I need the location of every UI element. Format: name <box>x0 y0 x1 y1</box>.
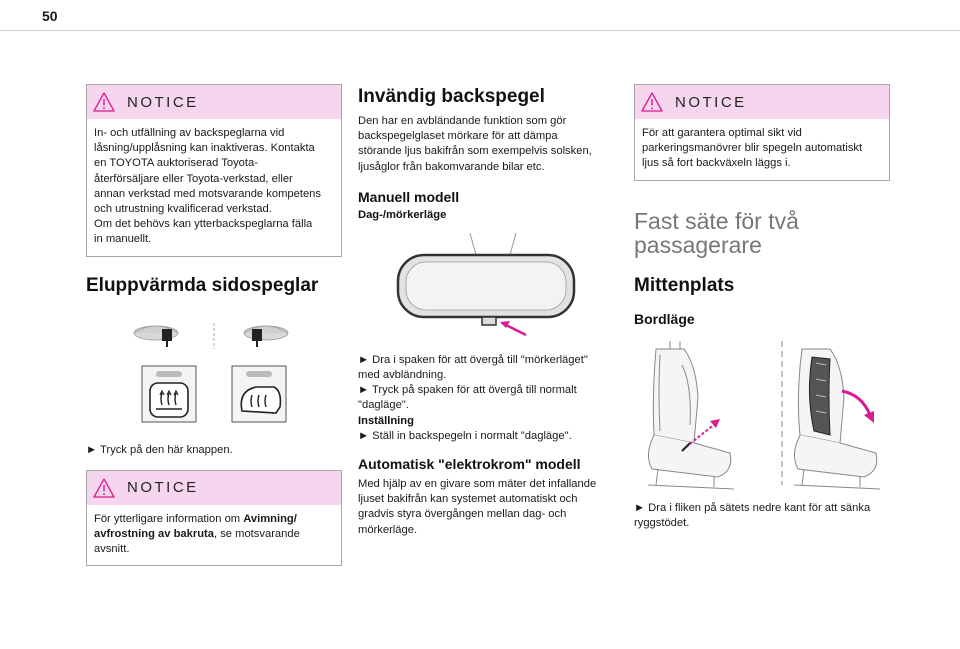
rear-defrost-button-icon <box>142 366 196 422</box>
notice-line: och utrustning kvalificerad verkstad. <box>94 203 272 216</box>
notice-line: parkeringsmanövrer blir spegeln automatiskt <box>642 142 863 155</box>
top-divider <box>0 30 960 31</box>
warning-icon <box>641 92 663 112</box>
text-line: Den har en avbländande funktion som gör <box>358 115 567 127</box>
notice-title: NOTICE <box>127 93 199 111</box>
title-line: Fast säte för två <box>634 207 799 234</box>
interior-mirror-intro <box>358 114 614 175</box>
table-mode-instruction <box>634 501 890 531</box>
notice-line <box>94 512 334 527</box>
heading-manual-model: Manuell modell <box>358 188 460 205</box>
text-line: backspegelglaset mörkare för att dämpa <box>358 130 558 143</box>
side-mirror-right-icon <box>244 326 288 347</box>
notice-box-reverse <box>634 84 890 181</box>
notice-text: , se motsvarande <box>214 528 300 541</box>
text-line: med avbländning. <box>358 369 447 382</box>
manual-mirror-steps <box>358 353 614 444</box>
warning-icon <box>93 92 115 112</box>
mirror-defrost-button-icon <box>232 366 286 422</box>
side-mirror-left-icon <box>134 326 178 347</box>
text-line: gradvis styra övergången mellan dag- och <box>358 508 567 521</box>
label-day-night: Dag-/mörkerläge <box>358 208 447 221</box>
text-line: ljusåglor från bakomvarande bilar etc. <box>358 160 545 173</box>
rear-view-mirror-illustration <box>358 229 614 339</box>
rear-view-mirror-icon <box>398 255 574 325</box>
text-line: mörkerläge. <box>358 523 418 536</box>
notice-line: ljus så fort backväxeln läggs i. <box>642 157 791 170</box>
notice-line: För att garantera optimal sikt vid <box>642 127 802 139</box>
auto-model-text <box>358 477 614 538</box>
text-line: Med hjälp av en givare som mäter det infallande <box>358 478 597 491</box>
heading-heated-mirrors: Eluppvärmda sidospeglar <box>86 274 319 296</box>
notice-line: avsnitt. <box>94 543 130 556</box>
heading-interior-mirror: Invändig backspegel <box>358 86 545 107</box>
label-setting: Inställning <box>358 414 414 427</box>
notice-text: För ytterligare information om <box>94 512 244 525</box>
text-line: ljuset bakifrån kan systemet automatiskt och <box>358 493 578 506</box>
backrest-dark-icon <box>809 357 830 435</box>
notice-line: låsning/upplåsning kan inaktiveras. Kontakta <box>94 142 315 155</box>
text-line: ► Dra i fliken på sätets nedre kant för att sänka <box>634 501 871 514</box>
heading-middle-seat: Mittenplats <box>634 274 735 296</box>
notice-box-defrost <box>86 470 342 567</box>
seat-table-mode-illustration <box>634 335 890 493</box>
column-3 <box>634 84 890 531</box>
notice-header <box>87 85 341 119</box>
section-title-fixed-seat <box>634 209 890 257</box>
notice-reference: Avimning/ <box>243 512 297 525</box>
title-line: passagerare <box>634 231 762 258</box>
text-line: störande ljus bakifrån som exempelvis solsken, <box>358 145 592 158</box>
warning-icon <box>93 478 115 498</box>
column-1 <box>86 84 342 566</box>
notice-line: In- och utfällning av backspeglarna vid <box>94 127 285 139</box>
fold-arrow-icon <box>842 391 870 415</box>
notice-line <box>94 527 334 542</box>
notice-line: annan verkstad med motsvarande kompetens <box>94 187 321 200</box>
notice-title: NOTICE <box>675 93 747 111</box>
notice-header <box>87 471 341 505</box>
text-line: ► Dra i spaken för att övergå till "mörkerläget" <box>358 353 588 366</box>
notice-reference: avfrostning av bakruta <box>94 528 214 541</box>
notice-line: återförsäljare eller Toyota-verkstad, eller <box>94 172 293 185</box>
notice-line: en TOYOTA auktoriserad Toyota- <box>94 157 258 170</box>
column-2 <box>358 86 614 538</box>
heated-mirror-button-illustration <box>86 311 342 431</box>
notice-body <box>87 119 341 256</box>
heading-auto-model: Automatisk "elektrokrom" modell <box>358 456 581 473</box>
notice-box-mirror-folding <box>86 84 342 257</box>
page-number: 50 <box>42 8 58 24</box>
text-line: ► Tryck på spaken för att övergå till normalt <box>358 384 577 397</box>
notice-line: in manuellt. <box>94 233 152 246</box>
seat-upright-icon <box>648 341 734 489</box>
notice-header <box>635 85 889 119</box>
notice-body <box>635 119 889 180</box>
seat-folded-icon <box>794 349 880 489</box>
notice-line: Om det behövs kan ytterbackspeglarna fälla <box>94 218 313 231</box>
heated-mirror-instruction: ► Tryck på den här knappen. <box>86 443 233 456</box>
text-line: ► Ställ in backspegeln i normalt "dagläge". <box>358 429 572 442</box>
text-line: ryggstödet. <box>634 516 690 529</box>
heading-table-mode: Bordläge <box>634 310 695 327</box>
notice-title: NOTICE <box>127 479 199 497</box>
notice-body <box>87 505 341 566</box>
text-line: "dagläge". <box>358 399 409 412</box>
